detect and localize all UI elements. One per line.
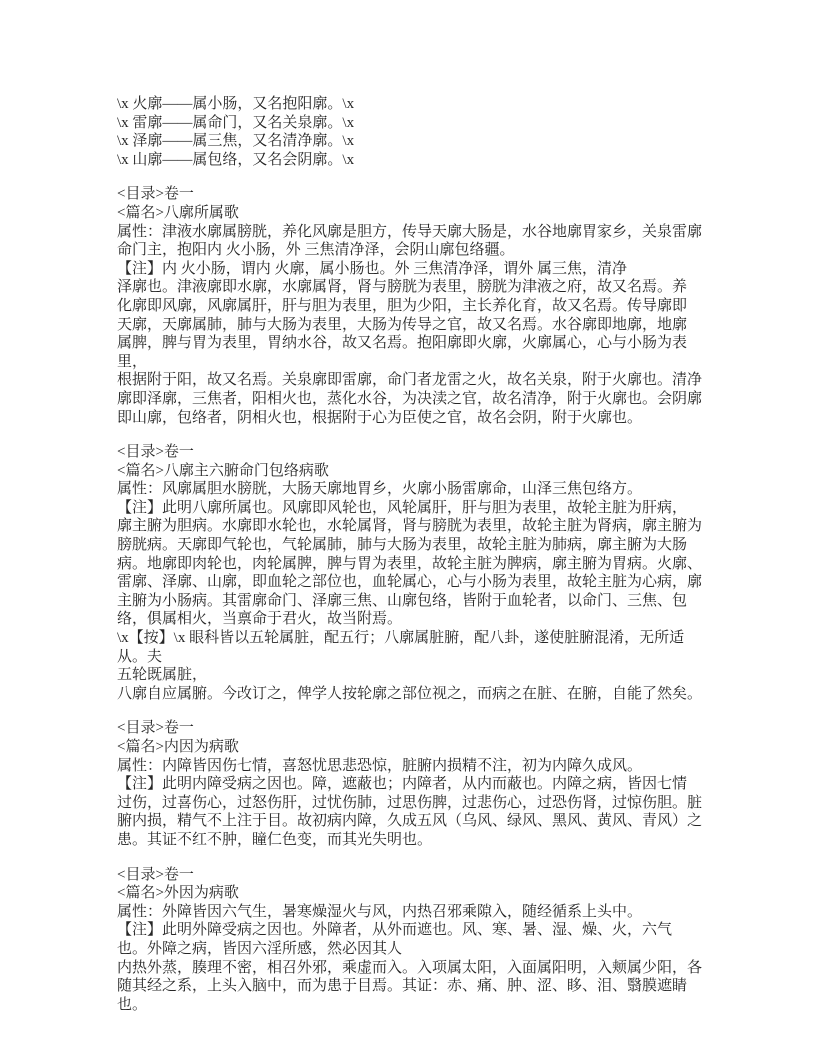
text-line: 天廓，天廓属肺，肺与大肠为表里，大肠为传导之官，故又名焉。水谷廓即地廓，地廓 (117, 316, 688, 333)
section-title-line: <篇名>外因为病歌 (117, 885, 239, 902)
text-line: 也。外障之病，皆因六淫所感，然必因其人 (117, 940, 403, 957)
text-line: 雷廓、泽廓、山廓，即血轮之部位也，血轮属心，心与小肠为表里，故轮主脏为心病，廓 (117, 574, 703, 591)
toc-line: <目录>卷一 (117, 866, 194, 883)
text-line: 内热外蒸，腠理不密，相召外邪，乘虚而入。入项属太阳，入面属阳明，入颊属少阳，各 (117, 959, 703, 976)
text-line: 即山廓，包络者，阴相火也，根据附于心为臣使之官，故名会阴，附于火廓也。 (117, 409, 643, 426)
kuo-mapping-list (117, 95, 706, 169)
section-ba-kuo-zhu-liu-fu-ming-men-bao-luo-bing-ge (117, 443, 706, 703)
text-line: \x【按】\x 眼科皆以五轮属脏，配五行；八廓属脏腑，配八卦，遂使脏腑混淆，无所适从。夫 (117, 630, 685, 665)
section-ba-kuo-suo-shu-ge (117, 185, 706, 427)
section-title-line: <篇名>八廓所属歌 (117, 204, 239, 221)
text-line: 主腑为小肠病。其雷廓命门、泽廓三焦、山廓包络，皆附于血轮者，以命门、三焦、包 (117, 592, 688, 609)
text-line: 属脾，脾与胃为表里，胃纳水谷，故又名焉。抱阳廓即火廓，火廓属心，心与小肠为表里， (117, 335, 688, 370)
text-line: 属性：外障皆因六气生，暑寒燥湿火与风，内热召邪乘隙入，随经循系上头中。 (117, 903, 643, 920)
text-line: 泽廓也。津液廓即水廓，水廓属肾，肾与膀胱为表里，膀胱为津液之府，故又名焉。养 (117, 279, 688, 296)
toc-line: <目录>卷一 (117, 444, 194, 461)
section-title-line: <篇名>内因为病歌 (117, 739, 239, 755)
text-line: 属性：津液水廓属膀胱，养化风廓是胆方，传导天廓大肠是，水谷地廓胃家乡，关泉雷廓 (117, 223, 703, 240)
text-line: 属性：风廓属胆水膀胱，大肠天廓地胃乡，火廓小肠雷廓命，山泽三焦包络方。 (117, 481, 643, 498)
text-line: 五轮既属脏， (117, 667, 208, 684)
section-title-line: <篇名>八廓主六腑命门包络病歌 (117, 462, 329, 479)
text-line: 廓即泽廓，三焦者，阳相火也，蒸化水谷，为决渎之官，故名清净，附于火廓也。会阴廓 (117, 390, 703, 407)
text-line: 【注】内 火小肠，谓内 火廓，属小肠也。外 三焦清净泽，谓外 属三焦，清净 (117, 260, 628, 277)
text-line: 腑内损，精气不上注于目。故初病内障，久成五风（乌风、绿风、黑风、黄风、青风）之 (117, 813, 703, 830)
text-line: 【注】此明外障受病之因也。外障者，从外而遮也。风、寒、暑、湿、燥、火，六气 (117, 922, 673, 939)
text-line: \x 雷廓——属命门，又名关泉廓。\x (117, 114, 355, 131)
text-line: 络，俱属相火，当禀命于君火，故当附焉。 (117, 611, 403, 628)
text-line: 廓主腑为胆病。水廓即水轮也，水轮属肾，肾与膀胱为表里，故轮主脏为肾病，廓主腑为 (117, 518, 703, 535)
text-line: 【注】此明内障受病之因也。障，遮蔽也；内障者，从内而蔽也。内障之病，皆因七情 (117, 776, 688, 793)
text-line: 【注】此明八廓所属也。风廓即风轮也，风轮属肝，肝与胆为表里，故轮主脏为肝病， (117, 499, 688, 516)
text-line: 化廓即风廓，风廓属肝，肝与胆为表里，胆为少阳，主长养化育，故又名焉。传导廓即 (117, 297, 688, 314)
text-line: 根据附于阳，故又名焉。关泉廓即雷廓，命门者龙雷之火，故名关泉，附于火廓也。清净 (117, 372, 703, 389)
text-line: 八廓自应属腑。今改订之，俾学人按轮廓之部位视之，而病之在脏、在腑，自能了然矣。 (117, 685, 703, 702)
text-line: 属性：内障皆因伤七情，喜怒忧思悲恐惊，脏腑内损精不注，初为内障久成风。 (117, 757, 643, 774)
text-line: 病。地廓即肉轮也，肉轮属脾，脾与胃为表里，故轮主脏为脾病，廓主腑为胃病。火廓、 (117, 555, 703, 572)
toc-line: <目录>卷一 (117, 720, 194, 737)
text-line: 膀胱病。天廓即气轮也，气轮属肺，肺与大肠为表里，故轮主脏为肺病，廓主腑为大肠 (117, 537, 688, 554)
text-line: 命门主，抱阳内 火小肠，外 三焦清净泽，会阴山廓包络疆。 (117, 242, 515, 259)
section-nei-yin-wei-bing-ge (117, 719, 706, 849)
toc-line: <目录>卷一 (117, 186, 194, 203)
text-line: \x 火廓——属小肠，又名抱阳廓。\x (117, 96, 355, 112)
text-line: \x 泽廓——属三焦，又名清净廓。\x (117, 133, 355, 150)
text-line: 随其经之系，上头入脑中，而为患于目焉。其证：赤、痛、肿、涩、眵、泪、翳膜遮睛也。 (117, 978, 688, 1013)
text-line: 患。其证不红不肿，瞳仁色变，而其光失明也。 (117, 831, 433, 848)
section-wai-yin-wei-bing-ge (117, 866, 706, 1015)
text-line: 过伤，过喜伤心，过怒伤肝，过忧伤肺，过思伤脾，过悲伤心，过恐伤肾，过惊伤胆。脏 (117, 794, 703, 811)
text-line: \x 山廓——属包络，又名会阴廓。\x (117, 151, 355, 168)
